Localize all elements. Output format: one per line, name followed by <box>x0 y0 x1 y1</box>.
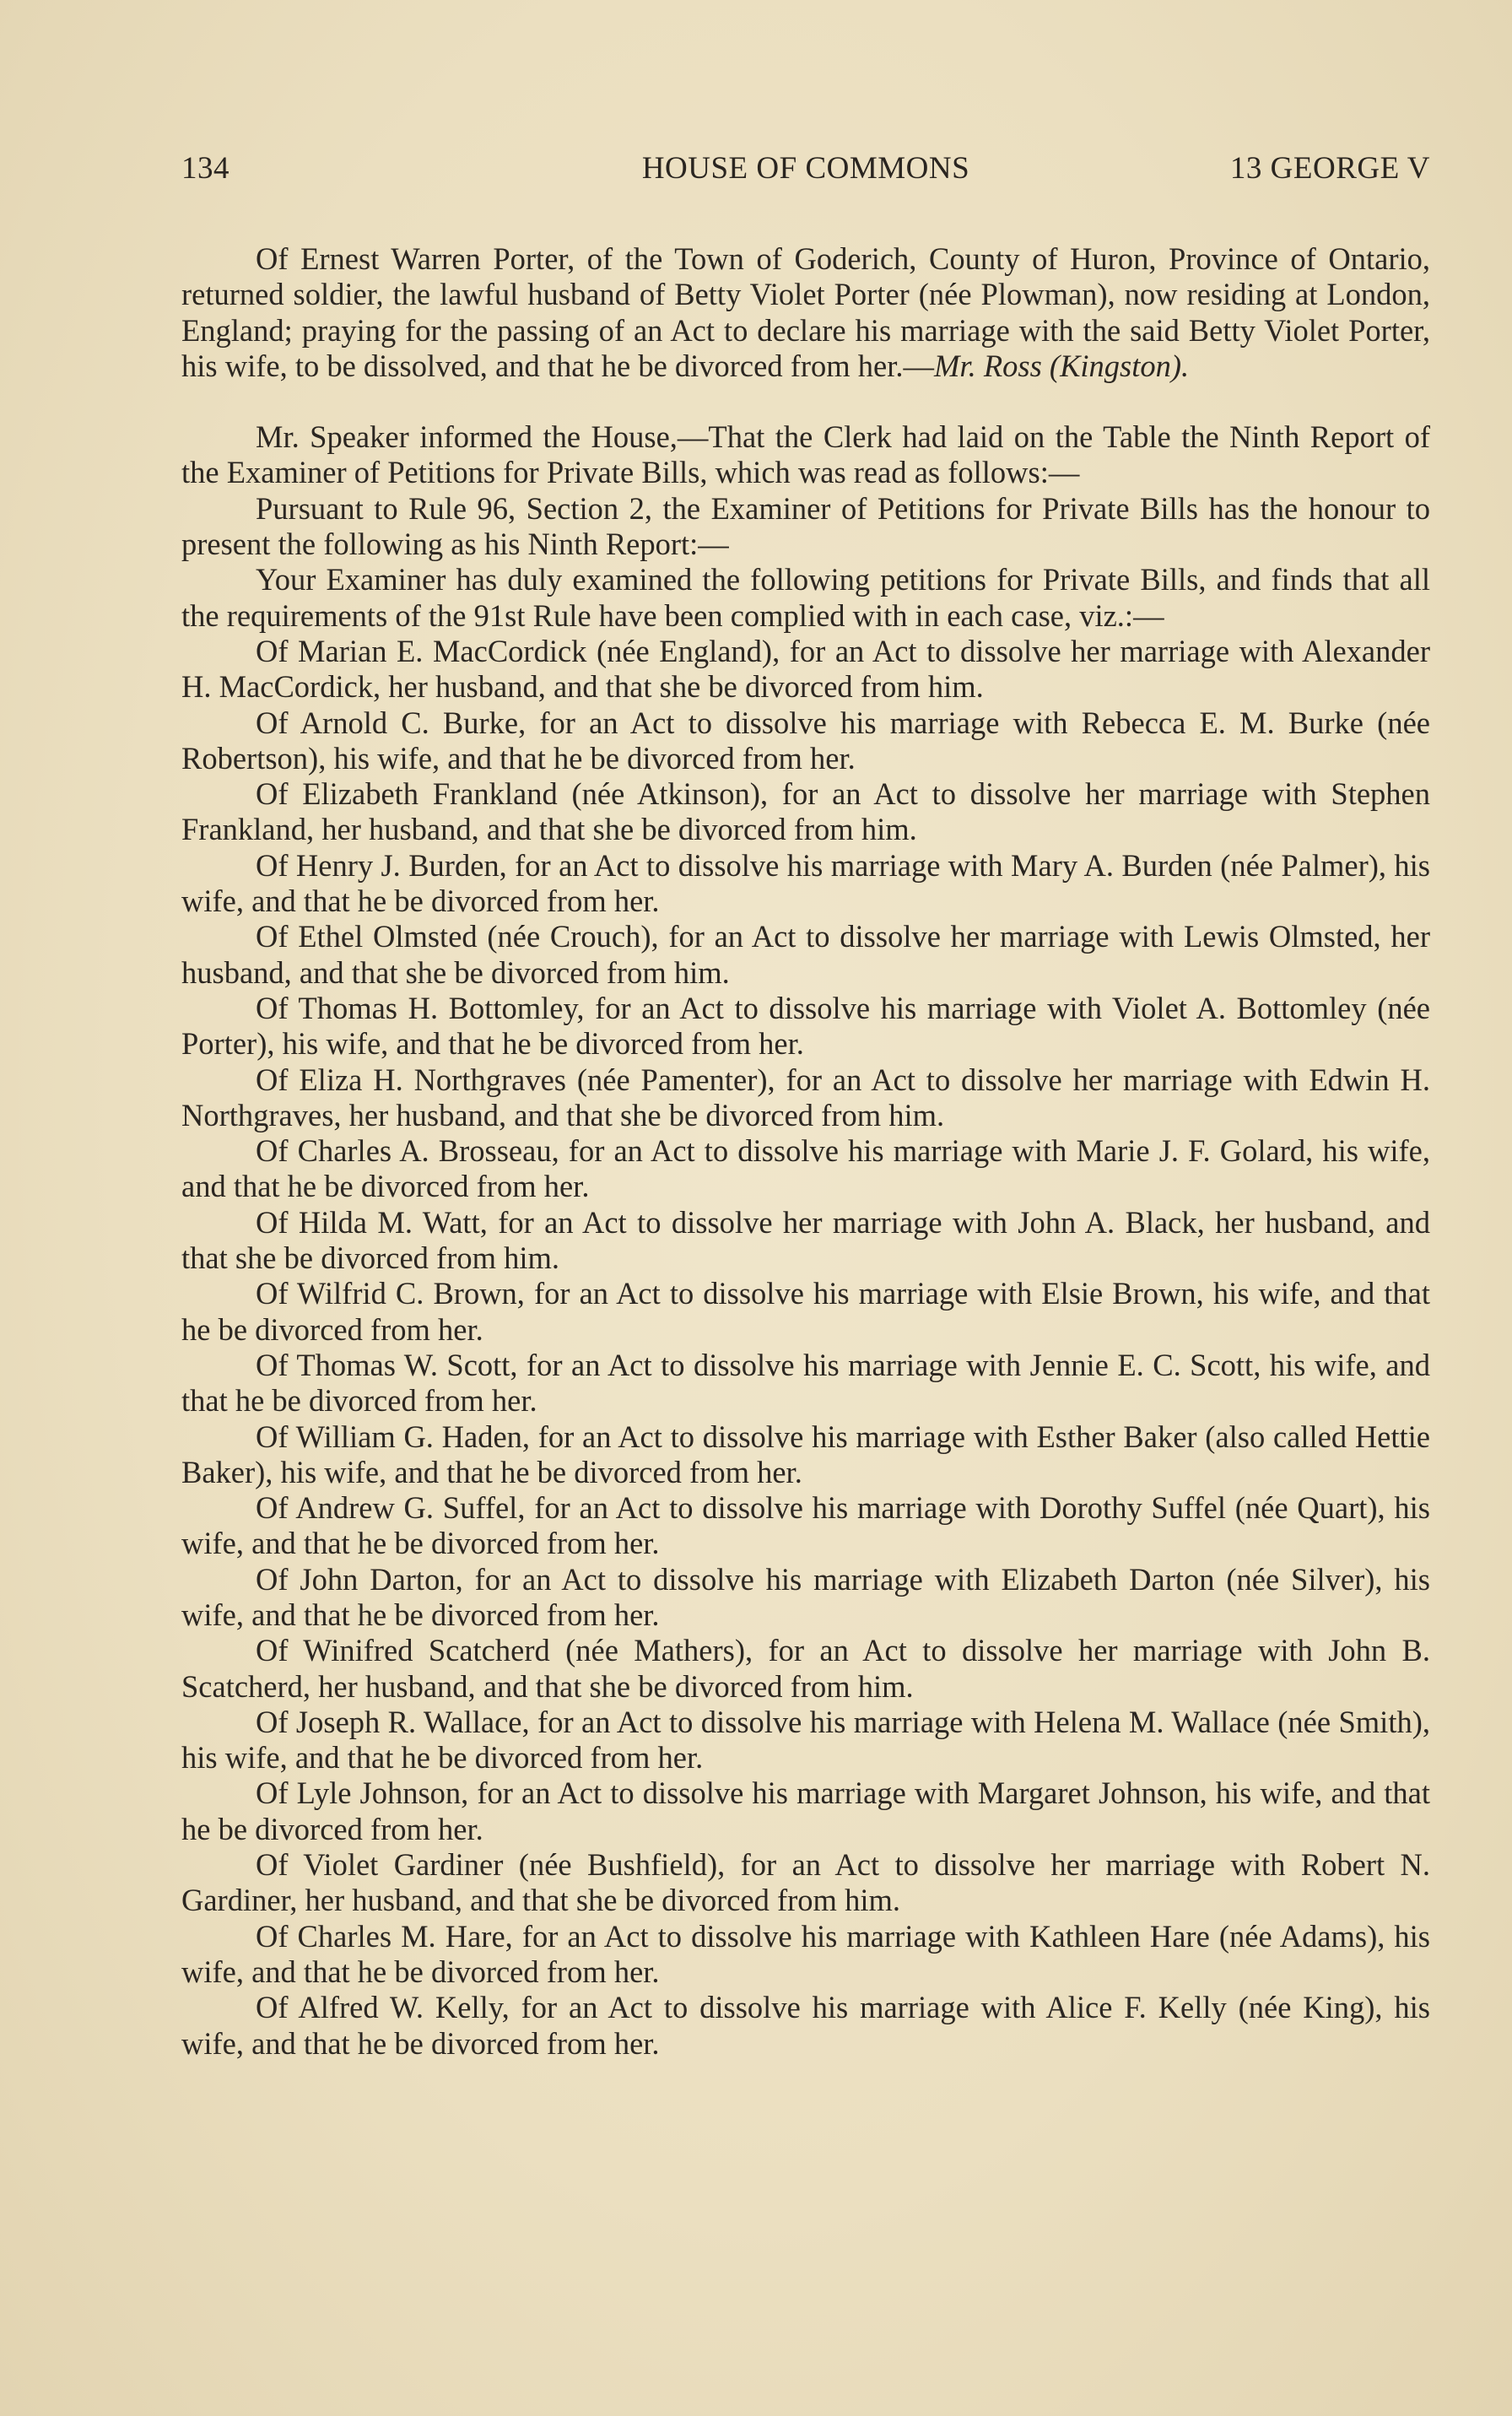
petition-entry: Of John Darton, for an Act to dissolve his marriage with Elizabeth Darton (née Silver), his wife, and that he be divorced from her. <box>181 1561 1430 1632</box>
regnal-year: 13 GEORGE V <box>1229 151 1430 186</box>
petition-entry: Of Andrew G. Suffel, for an Act to dissolve his marriage with Dorothy Suffel (née Quart), his wife, and that he be divorced from her. <box>181 1490 1430 1561</box>
petition-entry: Of Marian E. MacCordick (née England), for an Act to dissolve her marriage with Alexander H. MacCordick, her husband, and that she be divorced from him. <box>181 633 1430 705</box>
petition-entry: Of Lyle Johnson, for an Act to dissolve his marriage with Margaret Johnson, his wife, and that he be divorced from her. <box>181 1776 1430 1846</box>
petition-entry: Of Alfred W. Kelly, for an Act to dissolve his marriage with Alice F. Kelly (née King), his wife, and that he be divorced from her. <box>181 1990 1430 2061</box>
petition-entry: Of Ethel Olmsted (née Crouch), for an Act to dissolve her marriage with Lewis Olmsted, her husband, and that she be divorced from him. <box>181 919 1430 990</box>
petition-paragraph <box>181 241 1430 384</box>
page-header <box>181 150 1430 194</box>
page-body <box>181 241 1430 2062</box>
petition-entry: Of Joseph R. Wallace, for an Act to dissolve his marriage with Helena M. Wallace (née Smith), his wife, and that he be divorced from her. <box>181 1704 1430 1776</box>
petition-entry: Of Arnold C. Burke, for an Act to dissolve his marriage with Rebecca E. M. Burke (née Robertson), his wife, and that he be divorced from her. <box>181 705 1430 776</box>
petition-entry: Of Eliza H. Northgraves (née Pamenter), for an Act to dissolve her marriage with Edwin H. Northgraves, her husband, and that she be divorced from him. <box>181 1062 1430 1132</box>
speaker-announcement: Mr. Speaker informed the House,—That the Clerk had laid on the Table the Ninth Report of the Examiner of Petitions for Private Bills, which was read as follows:— <box>181 419 1430 490</box>
petition-entry: Of Henry J. Burden, for an Act to dissolve his marriage with Mary A. Burden (née Palmer), his wife, and that he be divorced from her. <box>181 847 1430 919</box>
petition-entry: Of Charles M. Hare, for an Act to dissolve his marriage with Kathleen Hare (née Adams), his wife, and that he be divorced from her. <box>181 1918 1430 1989</box>
report-preamble: Pursuant to Rule 96, Section 2, the Examiner of Petitions for Private Bills has the honour to present the following as his Ninth Report:— <box>181 490 1430 562</box>
running-title: HOUSE OF COMMONS <box>641 151 970 186</box>
petition-entry: Of Winifred Scatcherd (née Mathers), for an Act to dissolve her marriage with John B. Scatcherd, her husband, and that she be divorced from him. <box>181 1633 1430 1704</box>
petition-text: Of Ernest Warren Porter, of the Town of Goderich, County of Huron, Province of Ontario, returned soldier, the lawful husband of Betty Violet Porter (née Plowman), now residing at London, England; praying for the passing of an Act to declare his marriage with the said Betty Violet Porter, his wife, to be dissolved, and that he be divorced from her.— <box>181 241 1430 383</box>
petition-entry: Of Hilda M. Watt, for an Act to dissolve her marriage with John A. Black, her husband, and that she be divorced from him. <box>181 1204 1430 1276</box>
petition-entry: Of Elizabeth Frankland (née Atkinson), for an Act to dissolve her marriage with Stephen Frankland, her husband, and that she be divorced from him. <box>181 776 1430 847</box>
petition-attribution: Mr. Ross (Kingston). <box>934 348 1190 383</box>
petition-entry: Of Wilfrid C. Brown, for an Act to dissolve his marriage with Elsie Brown, his wife, and that he be divorced from her. <box>181 1276 1430 1347</box>
report-findings: Your Examiner has duly examined the following petitions for Private Bills, and finds that all the requirements of the 91st Rule have been complied with in each case, viz.:— <box>181 562 1430 633</box>
petition-entry: Of Thomas W. Scott, for an Act to dissolve his marriage with Jennie E. C. Scott, his wife, and that he be divorced from her. <box>181 1347 1430 1419</box>
petition-entry: Of Thomas H. Bottomley, for an Act to dissolve his marriage with Violet A. Bottomley (née Porter), his wife, and that he be divorced from her. <box>181 990 1430 1062</box>
page-number: 134 <box>181 151 230 186</box>
petition-entry: Of Violet Gardiner (née Bushfield), for an Act to dissolve her marriage with Robert N. Gardiner, her husband, and that she be divorced from him. <box>181 1847 1430 1918</box>
petition-entry: Of Charles A. Brosseau, for an Act to dissolve his marriage with Marie J. F. Golard, his wife, and that he be divorced from her. <box>181 1133 1430 1204</box>
petition-entry: Of William G. Haden, for an Act to dissolve his marriage with Esther Baker (also called Hettie Baker), his wife, and that he be divorced from her. <box>181 1419 1430 1489</box>
